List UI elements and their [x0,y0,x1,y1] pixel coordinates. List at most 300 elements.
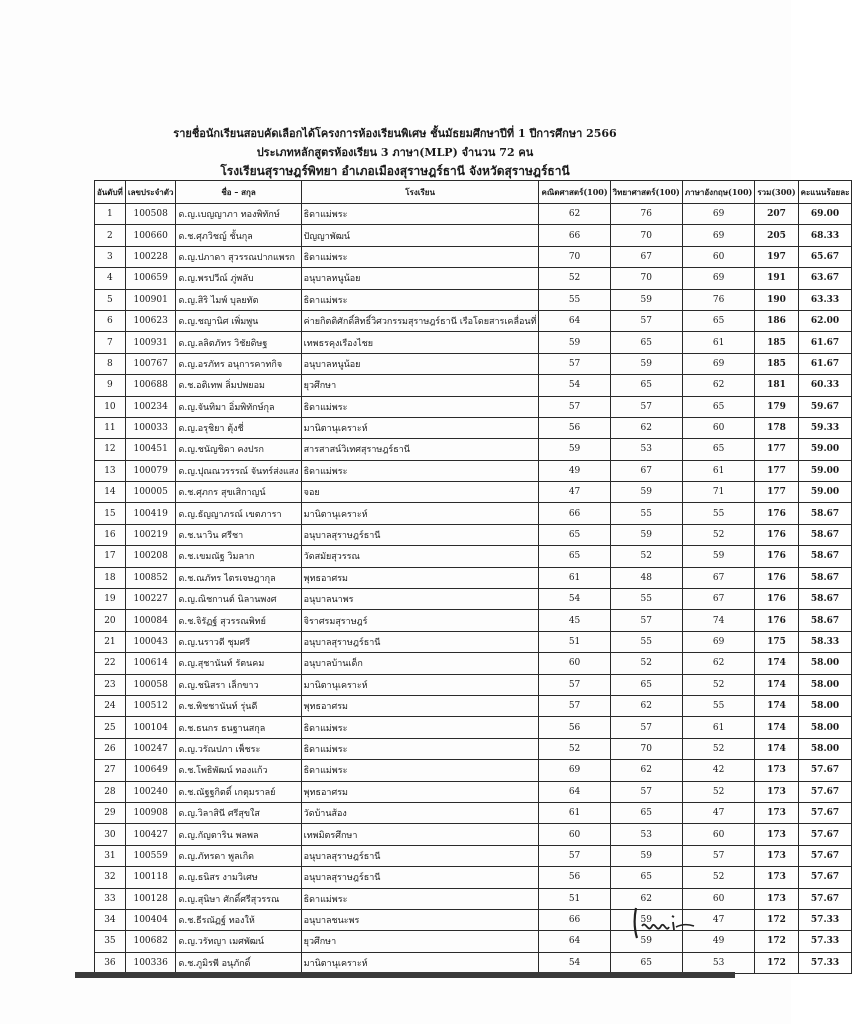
math-score-cell: 45 [539,610,610,631]
rank-cell: 15 [95,503,126,524]
science-score-cell: 70 [610,225,682,246]
rank-cell: 36 [95,952,126,973]
total-score-cell: 173 [755,845,798,866]
student-id-cell: 100227 [125,589,176,610]
percent-cell: 65.67 [798,246,852,267]
percent-cell: 60.33 [798,375,852,396]
percent-cell: 58.00 [798,674,852,695]
table-row [95,738,852,759]
school-cell: มานิตานุเคราะห์ [301,417,539,438]
school-cell: พุทธอาศรม [301,781,539,802]
percent-cell: 58.67 [798,589,852,610]
table-row [95,802,852,823]
student-name-cell: ด.ญ.กัญตาริน พลพล [176,824,301,845]
science-score-cell: 65 [610,867,682,888]
total-score-cell: 197 [755,246,798,267]
science-score-cell: 55 [610,631,682,652]
total-score-cell: 173 [755,781,798,802]
percent-cell: 58.00 [798,717,852,738]
rank-cell: 20 [95,610,126,631]
table-row [95,225,852,246]
student-name-cell: ด.ญ.ชนิสรา เล็กขาว [176,674,301,695]
student-name-cell: ด.ช.ณัฐฐกิตติ์ เกตุมราลย์ [176,781,301,802]
math-score-cell: 57 [539,695,610,716]
header-rank: อันดับที่ [95,181,126,204]
scan-edge-bar [75,972,735,978]
math-score-cell: 57 [539,396,610,417]
header-total: รวม(300) [755,181,798,204]
percent-cell: 59.00 [798,482,852,503]
student-id-cell: 100208 [125,546,176,567]
table-row [95,332,852,353]
table-row [95,952,852,973]
table-row [95,524,852,545]
rank-cell: 10 [95,396,126,417]
math-score-cell: 64 [539,310,610,331]
total-score-cell: 173 [755,888,798,909]
percent-cell: 61.67 [798,332,852,353]
header-percent: คะแนนร้อยละ [798,181,852,204]
school-cell: อนุบาลสุราษฎร์ธานี [301,845,539,866]
table-row [95,482,852,503]
percent-cell: 59.00 [798,460,852,481]
school-cell: ยุวศึกษา [301,375,539,396]
school-cell: ธิดาแม่พระ [301,888,539,909]
english-score-cell: 52 [682,738,754,759]
table-row [95,439,852,460]
student-id-cell: 100512 [125,695,176,716]
percent-cell: 57.67 [798,781,852,802]
rank-cell: 3 [95,246,126,267]
rank-cell: 5 [95,289,126,310]
total-score-cell: 190 [755,289,798,310]
percent-cell: 57.67 [798,888,852,909]
table-row [95,417,852,438]
math-score-cell: 54 [539,952,610,973]
school-cell: ธิดาแม่พระ [301,717,539,738]
student-id-cell: 100118 [125,867,176,888]
rank-cell: 30 [95,824,126,845]
school-cell: พุทธอาศรม [301,567,539,588]
percent-cell: 57.33 [798,952,852,973]
rank-cell: 6 [95,310,126,331]
rank-cell: 21 [95,631,126,652]
student-name-cell: ด.ญ.ธัญญาภรณ์ เขตภารา [176,503,301,524]
english-score-cell: 42 [682,760,754,781]
total-score-cell: 185 [755,353,798,374]
student-id-cell: 100033 [125,417,176,438]
math-score-cell: 57 [539,353,610,374]
math-score-cell: 51 [539,888,610,909]
percent-cell: 58.33 [798,631,852,652]
student-name-cell: ด.ญ.ภัทรดา พูลเกิด [176,845,301,866]
total-score-cell: 176 [755,546,798,567]
percent-cell: 59.00 [798,439,852,460]
student-name-cell: ด.ญ.อรุชิยา ตุ้งชี่ [176,417,301,438]
student-name-cell: ด.ช.ธีรณัฏฐ์ ทองให้ [176,909,301,930]
school-cell: ปัญญาพัฒน์ [301,225,539,246]
science-score-cell: 59 [610,289,682,310]
math-score-cell: 66 [539,909,610,930]
table-row [95,589,852,610]
science-score-cell: 48 [610,567,682,588]
school-cell: ธิดาแม่พระ [301,396,539,417]
science-score-cell: 55 [610,589,682,610]
results-table [94,180,852,974]
math-score-cell: 52 [539,268,610,289]
rank-cell: 8 [95,353,126,374]
english-score-cell: 69 [682,631,754,652]
math-score-cell: 60 [539,824,610,845]
percent-cell: 61.67 [798,353,852,374]
english-score-cell: 57 [682,845,754,866]
total-score-cell: 174 [755,738,798,759]
header-english: ภาษาอังกฤษ(100) [682,181,754,204]
science-score-cell: 55 [610,503,682,524]
rank-cell: 9 [95,375,126,396]
percent-cell: 58.00 [798,738,852,759]
school-cell: จอย [301,482,539,503]
science-score-cell: 65 [610,674,682,695]
math-score-cell: 52 [539,738,610,759]
math-score-cell: 59 [539,332,610,353]
science-score-cell: 53 [610,439,682,460]
percent-cell: 63.33 [798,289,852,310]
percent-cell: 57.67 [798,824,852,845]
table-row [95,631,852,652]
english-score-cell: 69 [682,225,754,246]
table-row [95,717,852,738]
school-cell: อนุบาลสุราษฎร์ธานี [301,867,539,888]
school-cell: ธิดาแม่พระ [301,460,539,481]
student-name-cell: ด.ญ.สุนิษา ศักดิ์ศรีสุวรรณ [176,888,301,909]
science-score-cell: 76 [610,204,682,225]
table-row [95,567,852,588]
school-cell: อนุบาลนาพร [301,589,539,610]
student-name-cell: ด.ญ.อรภัทร อนุการคาทกิจ [176,353,301,374]
math-score-cell: 62 [539,204,610,225]
student-id-cell: 100234 [125,396,176,417]
english-score-cell: 60 [682,824,754,845]
science-score-cell: 67 [610,246,682,267]
rank-cell: 32 [95,867,126,888]
student-id-cell: 100043 [125,631,176,652]
total-score-cell: 173 [755,867,798,888]
science-score-cell: 62 [610,417,682,438]
student-name-cell: ด.ช.ภูมิรพี อนุภักดิ์ [176,952,301,973]
student-id-cell: 100767 [125,353,176,374]
student-name-cell: ด.ญ.ธนิสร งามวิเศษ [176,867,301,888]
student-id-cell: 100688 [125,375,176,396]
english-score-cell: 65 [682,396,754,417]
rank-cell: 24 [95,695,126,716]
table-row [95,375,852,396]
student-id-cell: 100659 [125,268,176,289]
student-id-cell: 100005 [125,482,176,503]
total-score-cell: 178 [755,417,798,438]
math-score-cell: 56 [539,717,610,738]
school-cell: สารสาสน์วิเทศสุราษฎร์ธานี [301,439,539,460]
table-row [95,246,852,267]
english-score-cell: 61 [682,332,754,353]
rank-cell: 23 [95,674,126,695]
science-score-cell: 62 [610,760,682,781]
student-id-cell: 100623 [125,310,176,331]
student-name-cell: ด.ช.จิรัฏฐ์ สุวรรณพิทย์ [176,610,301,631]
student-name-cell: ด.ช.โพธิพัฒน์ ทองแก้ว [176,760,301,781]
total-score-cell: 173 [755,824,798,845]
english-score-cell: 52 [682,867,754,888]
science-score-cell: 70 [610,738,682,759]
rank-cell: 12 [95,439,126,460]
school-cell: จิราศรมสุราษฎร์ [301,610,539,631]
rank-cell: 27 [95,760,126,781]
rank-cell: 26 [95,738,126,759]
school-cell: เทพมิตรศึกษา [301,824,539,845]
percent-cell: 57.33 [798,909,852,930]
student-id-cell: 100427 [125,824,176,845]
table-row [95,653,852,674]
document-title [80,124,710,181]
student-id-cell: 100931 [125,332,176,353]
percent-cell: 62.00 [798,310,852,331]
student-id-cell: 100404 [125,909,176,930]
header-id: เลขประจำตัว [125,181,176,204]
table-row [95,610,852,631]
header-name: ชื่อ – สกุล [176,181,301,204]
title-line-2: ประเภทหลักสูตรห้องเรียน 3 ภาษา(MLP) จำนวน 72 คน [256,146,534,159]
percent-cell: 57.67 [798,760,852,781]
rank-cell: 11 [95,417,126,438]
header-math: คณิตศาสตร์(100) [539,181,610,204]
math-score-cell: 66 [539,503,610,524]
student-name-cell: ด.ญ.ณิชกานต์ นิลานพงศ [176,589,301,610]
student-name-cell: ด.ญ.วรัทญา เมศพัฒน์ [176,931,301,952]
student-id-cell: 100058 [125,674,176,695]
rank-cell: 4 [95,268,126,289]
student-id-cell: 100084 [125,610,176,631]
english-score-cell: 61 [682,460,754,481]
table-row [95,289,852,310]
student-name-cell: ด.ญ.ปุณณวรรรณ์ จันทร์ส่งแสง [176,460,301,481]
english-score-cell: 53 [682,952,754,973]
english-score-cell: 60 [682,888,754,909]
science-score-cell: 57 [610,781,682,802]
science-score-cell: 59 [610,909,682,930]
percent-cell: 57.67 [798,802,852,823]
student-name-cell: ด.ญ.ชนัญชิดา คงปรก [176,439,301,460]
percent-cell: 58.00 [798,653,852,674]
school-cell: มานิตานุเคราะห์ [301,503,539,524]
rank-cell: 35 [95,931,126,952]
total-score-cell: 177 [755,439,798,460]
math-score-cell: 60 [539,653,610,674]
student-id-cell: 100219 [125,524,176,545]
table-row [95,781,852,802]
title-line-3: โรงเรียนสุราษฎร์พิทยา อำเภอเมืองสุราษฎร์ธานี จังหวัดสุราษฎร์ธานี [220,164,570,178]
science-score-cell: 59 [610,845,682,866]
percent-cell: 69.00 [798,204,852,225]
math-score-cell: 49 [539,460,610,481]
math-score-cell: 70 [539,246,610,267]
english-score-cell: 60 [682,417,754,438]
science-score-cell: 59 [610,931,682,952]
rank-cell: 16 [95,524,126,545]
rank-cell: 14 [95,482,126,503]
student-name-cell: ด.ญ.สิริ ไมพ์ บุลยทัต [176,289,301,310]
student-id-cell: 100104 [125,717,176,738]
rank-cell: 2 [95,225,126,246]
school-cell: อนุบาลสุราษฎร์ธานี [301,631,539,652]
table-row [95,546,852,567]
math-score-cell: 55 [539,289,610,310]
student-name-cell: ด.ช.พิชชานันท์ รุ่นดี [176,695,301,716]
math-score-cell: 56 [539,417,610,438]
rank-cell: 17 [95,546,126,567]
english-score-cell: 47 [682,909,754,930]
student-id-cell: 100682 [125,931,176,952]
total-score-cell: 176 [755,589,798,610]
rank-cell: 25 [95,717,126,738]
total-score-cell: 176 [755,567,798,588]
percent-cell: 58.67 [798,610,852,631]
percent-cell: 58.00 [798,695,852,716]
school-cell: อนุบาลสุราษฎร์ธานี [301,524,539,545]
table-row [95,310,852,331]
percent-cell: 63.67 [798,268,852,289]
table-row [95,503,852,524]
student-id-cell: 100508 [125,204,176,225]
math-score-cell: 57 [539,674,610,695]
rank-cell: 28 [95,781,126,802]
school-cell: อนุบาลบ้านเด็ก [301,653,539,674]
school-cell: วัดบ้านส้อง [301,802,539,823]
school-cell: พุทธอาศรม [301,695,539,716]
school-cell: วัดสมัยสุวรรณ [301,546,539,567]
student-name-cell: ด.ญ.ปภาดา สุวรรณปากแพรก [176,246,301,267]
math-score-cell: 57 [539,845,610,866]
student-name-cell: ด.ญ.นราวดี ชุมศรี [176,631,301,652]
student-name-cell: ด.ช.อติเทพ ลิ่มปพยอม [176,375,301,396]
english-score-cell: 52 [682,524,754,545]
student-name-cell: ด.ช.ธนกร ธนฐานสกุล [176,717,301,738]
total-score-cell: 173 [755,802,798,823]
student-name-cell: ด.ญ.ลลิตภัทร วิชัยดิษฐ [176,332,301,353]
rank-cell: 19 [95,589,126,610]
math-score-cell: 54 [539,375,610,396]
total-score-cell: 174 [755,674,798,695]
science-score-cell: 59 [610,524,682,545]
student-id-cell: 100649 [125,760,176,781]
student-id-cell: 100247 [125,738,176,759]
header-science: วิทยาศาสตร์(100) [610,181,682,204]
table-row [95,695,852,716]
student-id-cell: 100079 [125,460,176,481]
student-name-cell: ด.ช.ศุภวิชญ์ ชั้นกุล [176,225,301,246]
student-id-cell: 100614 [125,653,176,674]
english-score-cell: 60 [682,246,754,267]
table-row [95,909,852,930]
total-score-cell: 176 [755,503,798,524]
student-id-cell: 100240 [125,781,176,802]
student-name-cell: ด.ญ.วรัณปภา เพ็ชระ [176,738,301,759]
total-score-cell: 176 [755,524,798,545]
science-score-cell: 57 [610,610,682,631]
total-score-cell: 175 [755,631,798,652]
total-score-cell: 172 [755,952,798,973]
school-cell: อนุบาลชนะพร [301,909,539,930]
english-score-cell: 69 [682,353,754,374]
english-score-cell: 52 [682,674,754,695]
math-score-cell: 66 [539,225,610,246]
english-score-cell: 76 [682,289,754,310]
student-id-cell: 100901 [125,289,176,310]
english-score-cell: 67 [682,589,754,610]
english-score-cell: 62 [682,653,754,674]
science-score-cell: 65 [610,375,682,396]
science-score-cell: 59 [610,482,682,503]
percent-cell: 68.33 [798,225,852,246]
total-score-cell: 207 [755,204,798,225]
student-id-cell: 100559 [125,845,176,866]
percent-cell: 58.67 [798,567,852,588]
student-name-cell: ด.ช.นาวิน ศรีชา [176,524,301,545]
school-cell: ยุวศึกษา [301,931,539,952]
school-cell: ค่ายกิตติศักดิ์สิทธิ์วิศวกรรมสุราษฎร์ธานี เรือโดยสารเคลื่อนที่ [301,310,539,331]
student-name-cell: ด.ญ.สุชานันท์ รัตนคม [176,653,301,674]
science-score-cell: 65 [610,802,682,823]
student-id-cell: 100852 [125,567,176,588]
math-score-cell: 51 [539,631,610,652]
table-row [95,845,852,866]
english-score-cell: 61 [682,717,754,738]
table-header-row [95,181,852,204]
science-score-cell: 57 [610,310,682,331]
percent-cell: 58.67 [798,503,852,524]
total-score-cell: 177 [755,460,798,481]
total-score-cell: 179 [755,396,798,417]
total-score-cell: 174 [755,695,798,716]
total-score-cell: 174 [755,653,798,674]
total-score-cell: 205 [755,225,798,246]
percent-cell: 57.67 [798,867,852,888]
science-score-cell: 62 [610,695,682,716]
english-score-cell: 52 [682,781,754,802]
science-score-cell: 70 [610,268,682,289]
rank-cell: 13 [95,460,126,481]
table-row [95,867,852,888]
rank-cell: 1 [95,204,126,225]
total-score-cell: 172 [755,909,798,930]
math-score-cell: 47 [539,482,610,503]
english-score-cell: 71 [682,482,754,503]
table-row [95,824,852,845]
school-cell: มานิตานุเคราะห์ [301,674,539,695]
percent-cell: 59.33 [798,417,852,438]
table-row [95,268,852,289]
science-score-cell: 52 [610,653,682,674]
total-score-cell: 191 [755,268,798,289]
school-cell: อนุบาลหนูน้อย [301,268,539,289]
student-name-cell: ด.ช.ณภัทร ไตรเจษฎากุล [176,567,301,588]
student-name-cell: ด.ญ.พรปวีณ์ ภู่พลับ [176,268,301,289]
science-score-cell: 53 [610,824,682,845]
table-row [95,760,852,781]
student-name-cell: ด.ช.ศุภกร สุขเสิกาญน์ [176,482,301,503]
math-score-cell: 61 [539,567,610,588]
school-cell: ธิดาแม่พระ [301,289,539,310]
rank-cell: 31 [95,845,126,866]
